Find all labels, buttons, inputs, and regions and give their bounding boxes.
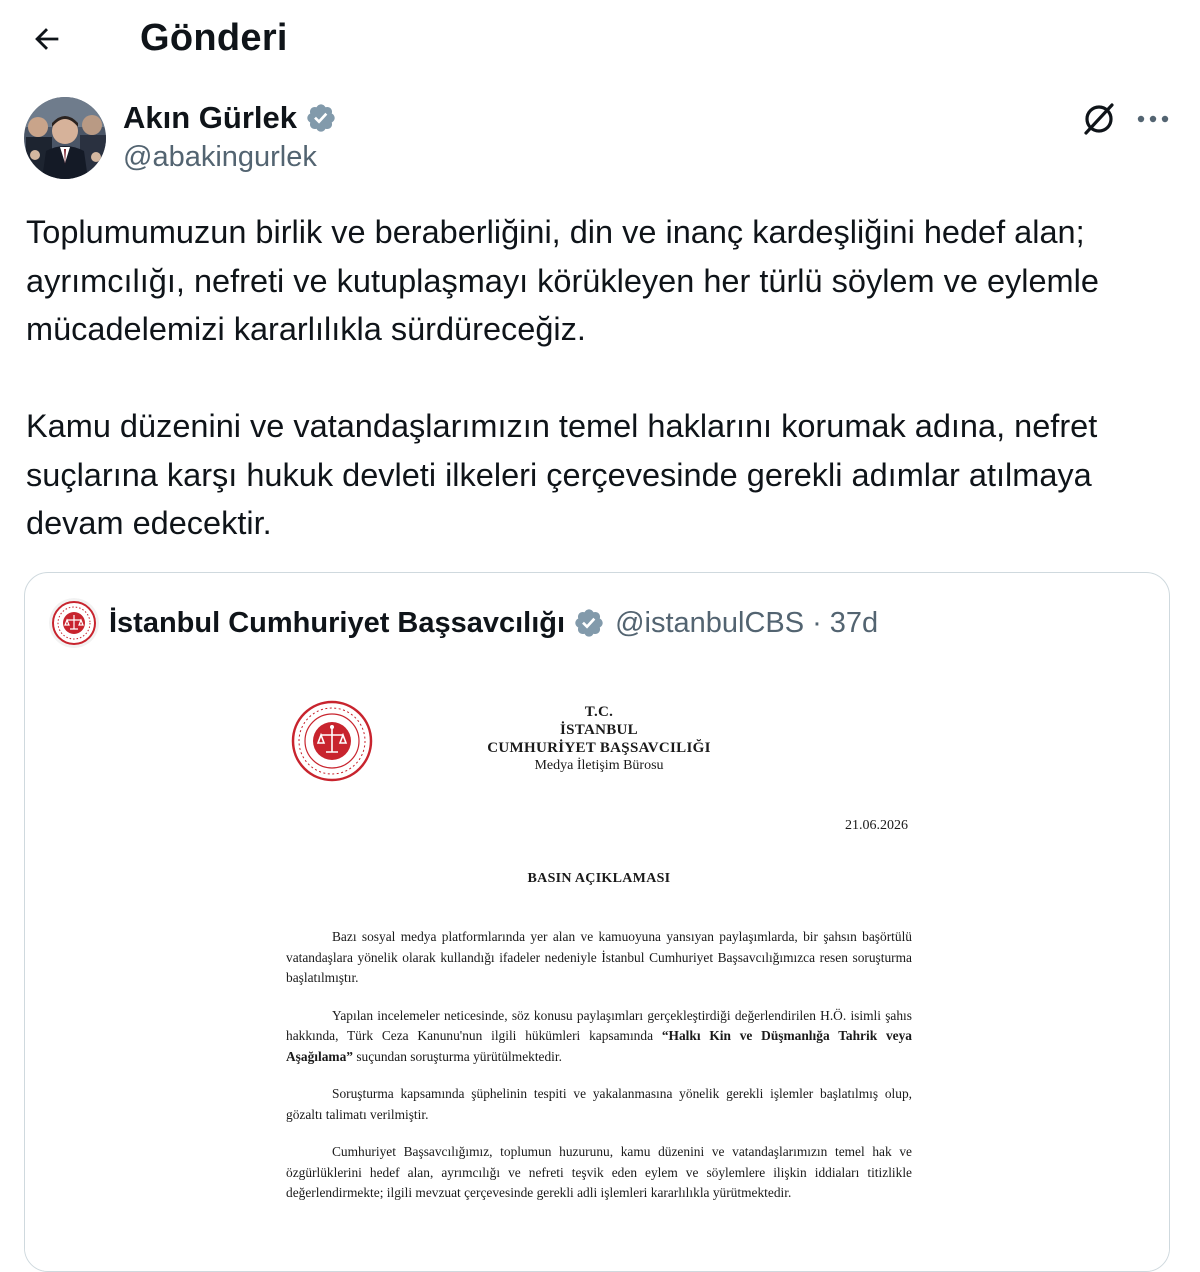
document-paragraph-2-c: suçundan soruşturma yürütülmektedir. xyxy=(352,1048,562,1064)
back-button[interactable] xyxy=(22,14,72,64)
document-header-line-1: T.C. xyxy=(584,704,614,720)
document-header xyxy=(399,703,799,775)
more-dots-icon xyxy=(1136,114,1170,124)
document-paragraph-3: Soruşturma kapsamında şüphelinin tespiti ve yakalanmasına yönelik gerekli işlemler başlatılmış olup, gözaltı talimatı verilmiştir. xyxy=(286,1086,912,1122)
document-paragraph-2 xyxy=(286,1006,912,1068)
prosecutor-seal-icon xyxy=(291,700,373,782)
more-options-button[interactable] xyxy=(1132,98,1174,140)
verified-badge-icon xyxy=(305,102,337,134)
page-title: Gönderi xyxy=(140,17,288,59)
quoted-author-handle[interactable]: @istanbulCBS xyxy=(615,606,805,639)
document-body xyxy=(286,927,912,1221)
top-bar xyxy=(0,0,1200,76)
author-name-link[interactable] xyxy=(123,98,337,138)
quoted-tweet-time[interactable]: 37d xyxy=(829,606,879,639)
tweet-paragraph-2: Kamu düzenini ve vatandaşlarımızın temel haklarını korumak adına, nefret suçlarına karşı hukuk devleti ilkeleri çerçevesinde gerekli adımlar atılmaya devam edecektir. xyxy=(26,408,1098,541)
document-paragraph-1: Bazı sosyal medya platformlarında yer alan ve kamuoyuna yansıyan paylaşımlarda, bir şahsın başörtülü vatandaşlara yönelik olarak kullandığı ifadeler nedeniyle İstanbul Cumhuriyet Başsavcılığımızca resen soruşturma başlatılmıştır. xyxy=(286,929,912,985)
author-name: Akın Gürlek xyxy=(123,100,297,135)
author-handle[interactable]: @abakingurlek xyxy=(123,141,317,173)
tweet-paragraph-1: Toplumumuzun birlik ve beraberliğini, din ve inanç kardeşliğini hedef alan; ayrımcılığı, nefreti ve kutuplaşmayı körükleyen her türlü söylem ve eylemle mücadelemizi kararlılıkla sürdüreceğiz. xyxy=(26,214,1099,347)
quoted-author-name[interactable]: İstanbul Cumhuriyet Başsavcılığı xyxy=(109,606,566,639)
press-release-image xyxy=(25,673,1170,1272)
separator-dot: · xyxy=(812,606,822,639)
verified-badge-icon xyxy=(573,607,605,639)
document-date: 21.06.2026 xyxy=(845,818,908,833)
author-avatar[interactable] xyxy=(24,97,106,179)
document-title: BASIN AÇIKLAMASI xyxy=(527,871,671,886)
document-header-line-2: İSTANBUL xyxy=(560,722,638,738)
quoted-tweet-header xyxy=(49,597,878,649)
tweet-text xyxy=(26,208,1176,548)
document-header-line-3: CUMHURİYET BAŞSAVCILIĞI xyxy=(487,740,711,756)
grok-icon xyxy=(1080,100,1118,138)
document-offense-name: “Halkı Kin ve Düşmanlığa Tahrik veya Aşağılama” xyxy=(286,1028,913,1064)
document-header-line-4: Medya İletişim Bürosu xyxy=(534,758,664,773)
document-paragraph-2-a: Yapılan incelemeler neticesinde, söz konusu paylaşımları gerçekleştirdiği değerlendirilen H.Ö. isimli şahıs hakkında, Türk Ceza Kanunu'nun ilgili hükümleri kapsamında xyxy=(286,1007,912,1043)
document-paragraph-4: Cumhuriyet Başsavcılığımız, toplumun huzurunu, kamu düzenini ve vatandaşlarımızın temel hak ve özgürlüklerini hedef alan, ayrımcılığı ve nefreti teşvik eden eylem ve söylemlere ilişkin iddiaları titizlikle değerlendirmekte; ilgili mevzuat çerçevesinde gerekli adli işlemleri kararlılıkla yürütmektedir. xyxy=(286,1144,912,1200)
tweet-author-row xyxy=(0,94,1200,184)
quoted-author-avatar[interactable] xyxy=(49,598,99,648)
arrow-left-icon xyxy=(30,22,64,56)
grok-button[interactable] xyxy=(1078,98,1120,140)
quoted-tweet-card[interactable] xyxy=(24,572,1170,1272)
